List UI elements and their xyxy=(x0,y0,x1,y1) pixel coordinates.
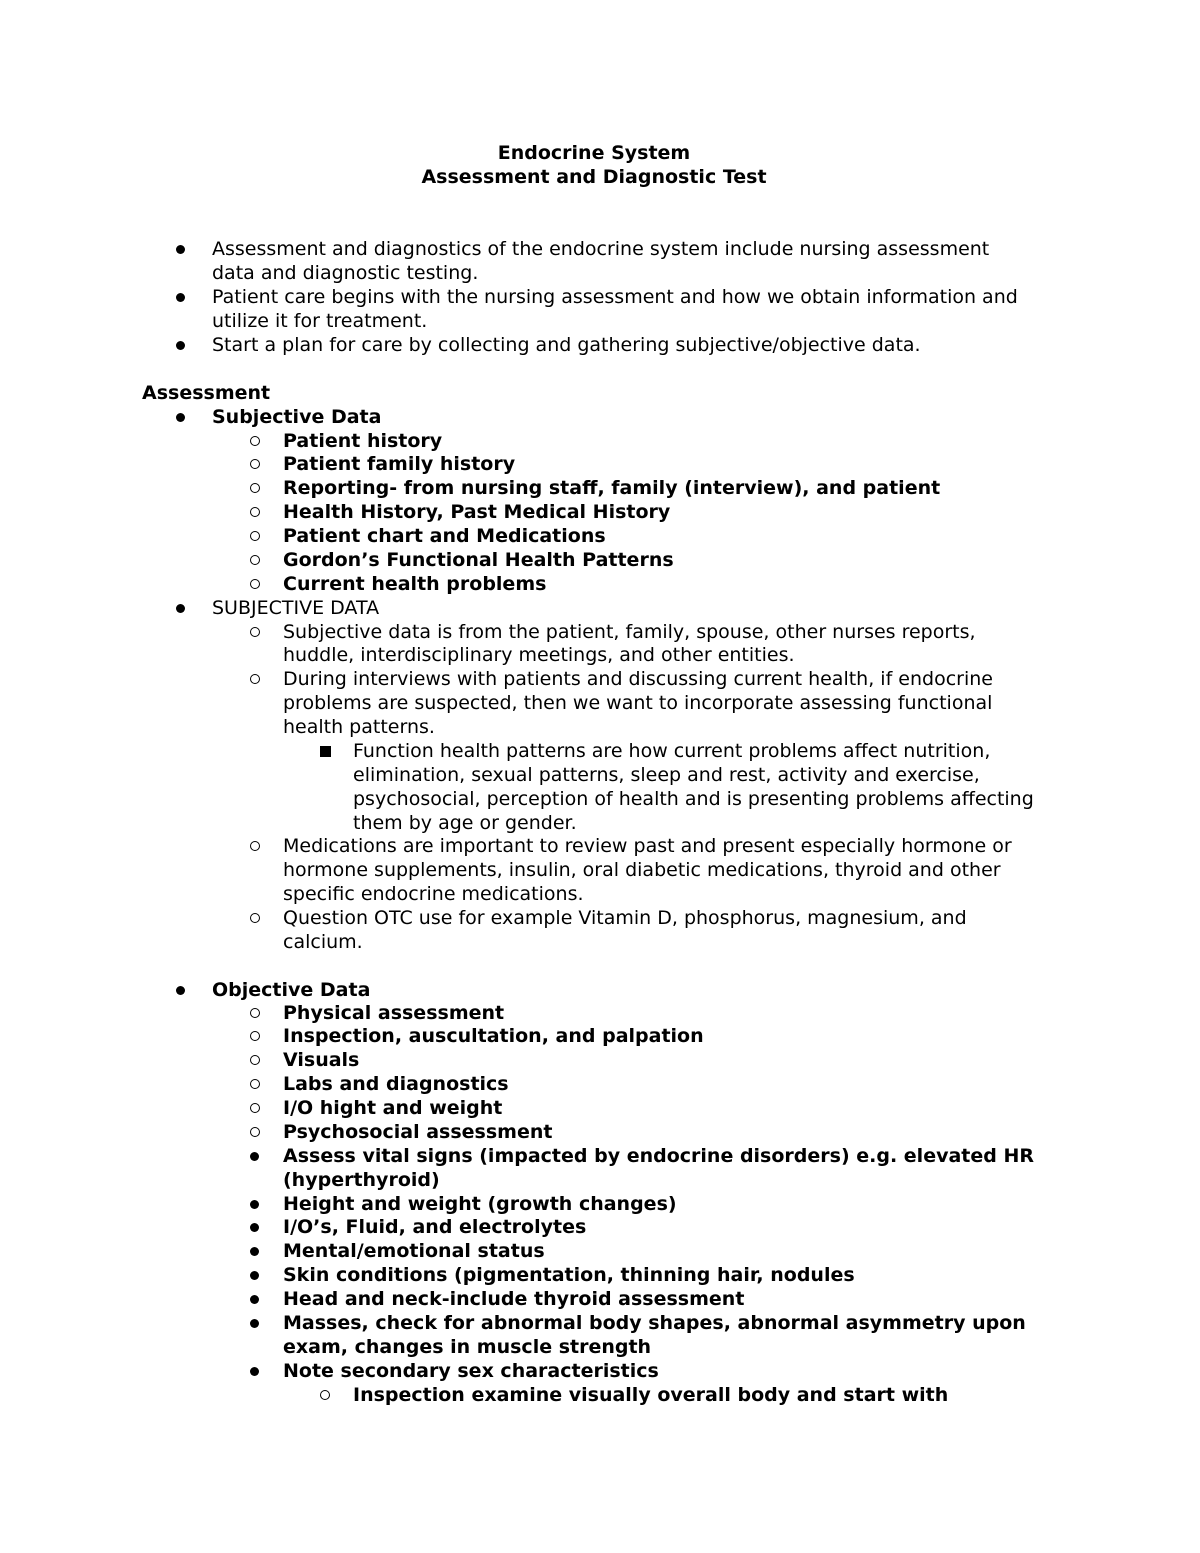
bullet-circle-icon xyxy=(250,429,260,453)
list-item-line: Skin conditions (pigmentation, thinning hair, nodules xyxy=(283,1264,855,1286)
bullet-circle-icon xyxy=(250,620,260,644)
intro-line: Assessment and diagnostics of the endocrine system include nursing assessment xyxy=(212,238,990,260)
intro-line: Start a plan for care by collecting and gathering subjective/objective data. xyxy=(212,334,921,356)
bullet-circle-icon xyxy=(250,452,260,476)
list-item-line: specific endocrine medications. xyxy=(283,883,584,905)
bullet-dot-icon xyxy=(250,1192,259,1216)
list-item: Patient chart and Medications xyxy=(283,525,606,547)
list-item-line: Note secondary sex characteristics xyxy=(283,1360,659,1382)
list-item-line: them by age or gender. xyxy=(353,812,577,834)
list-item-line: huddle, interdisciplinary meetings, and other entities. xyxy=(283,644,795,666)
list-item-line: Head and neck-include thyroid assessment xyxy=(283,1288,745,1310)
list-item-line: Subjective data is from the patient, family, spouse, other nurses reports, xyxy=(283,621,976,643)
bullet-circle-icon xyxy=(250,1024,260,1048)
bullet-circle-icon xyxy=(250,1001,260,1025)
bullet-circle-icon xyxy=(250,667,260,691)
bullet-dot-icon xyxy=(250,1239,259,1263)
bullet-circle-icon xyxy=(250,500,260,524)
bullet-dot-icon xyxy=(176,596,185,620)
bullet-circle-icon xyxy=(250,834,260,858)
bullet-dot-icon xyxy=(250,1359,259,1383)
doc-title: Endocrine System xyxy=(497,142,691,164)
list-item: Patient family history xyxy=(283,453,516,475)
list-item-line: Masses, check for abnormal body shapes, abnormal asymmetry upon xyxy=(283,1312,1026,1334)
list-item-line: hormone supplements, insulin, oral diabetic medications, thyroid and other xyxy=(283,859,1001,881)
list-item-line: Function health patterns are how current problems affect nutrition, xyxy=(353,740,991,762)
bullet-dot-icon xyxy=(250,1287,259,1311)
title-block xyxy=(0,141,1188,189)
bullet-circle-icon xyxy=(250,1096,260,1120)
intro-line: data and diagnostic testing. xyxy=(212,262,479,284)
section-heading: Assessment xyxy=(142,382,271,404)
bullet-dot-icon xyxy=(176,978,185,1002)
bullet-dot-icon xyxy=(250,1311,259,1335)
list-item-line: Assess vital signs (impacted by endocrine disorders) e.g. elevated HR xyxy=(283,1145,1035,1167)
bullet-dot-icon xyxy=(250,1263,259,1287)
list-item-line: elimination, sexual patterns, sleep and rest, activity and exercise, xyxy=(353,764,980,786)
bullet-square-icon xyxy=(320,739,331,763)
list-item: Physical assessment xyxy=(283,1002,505,1024)
list-item: Visuals xyxy=(283,1049,360,1071)
list-item-line: calcium. xyxy=(283,931,363,953)
list-item-line: Height and weight (growth changes) xyxy=(283,1193,677,1215)
list-item: Patient history xyxy=(283,430,443,452)
list-item: Gordon’s Functional Health Patterns xyxy=(283,549,674,571)
bullet-dot-icon xyxy=(250,1144,259,1168)
list-item-line: During interviews with patients and discussing current health, if endocrine xyxy=(283,668,993,690)
subjective-label: Subjective Data xyxy=(212,406,382,428)
list-item: Inspection examine visually overall body and start with xyxy=(353,1384,949,1406)
list-item-line: I/O’s, Fluid, and electrolytes xyxy=(283,1216,587,1238)
list-item-line: Medications are important to review past and present especially hormone or xyxy=(283,835,1012,857)
intro-line: utilize it for treatment. xyxy=(212,310,428,332)
objective-label: Objective Data xyxy=(212,979,371,1001)
bullet-dot-icon xyxy=(250,1215,259,1239)
doc-subtitle: Assessment and Diagnostic Test xyxy=(421,166,767,188)
list-item: Inspection, auscultation, and palpation xyxy=(283,1025,704,1047)
list-item: Psychosocial assessment xyxy=(283,1121,553,1143)
bullet-dot-icon xyxy=(176,405,185,429)
bullet-circle-icon xyxy=(250,572,260,596)
bullet-circle-icon xyxy=(250,548,260,572)
bullet-dot-icon xyxy=(176,237,185,261)
list-item-line: health patterns. xyxy=(283,716,435,738)
bullet-circle-icon xyxy=(250,1120,260,1144)
list-item: Reporting- from nursing staff, family (interview), and patient xyxy=(283,477,941,499)
bullet-circle-icon xyxy=(250,1048,260,1072)
list-item-line: Question OTC use for example Vitamin D, phosphorus, magnesium, and xyxy=(283,907,967,929)
bullet-circle-icon xyxy=(250,1072,260,1096)
list-item-line: problems are suspected, then we want to incorporate assessing functional xyxy=(283,692,993,714)
bullet-circle-icon xyxy=(250,476,260,500)
bullet-circle-icon xyxy=(250,906,260,930)
bullet-dot-icon xyxy=(176,285,185,309)
list-item-line: Mental/emotional status xyxy=(283,1240,545,1262)
list-item-line: (hyperthyroid) xyxy=(283,1169,440,1191)
bullet-circle-icon xyxy=(250,524,260,548)
list-item-line: psychosocial, perception of health and is presenting problems affecting xyxy=(353,788,1034,810)
bullet-circle-icon xyxy=(320,1383,330,1407)
bullet-dot-icon xyxy=(176,333,185,357)
list-item: Labs and diagnostics xyxy=(283,1073,509,1095)
intro-line: Patient care begins with the nursing assessment and how we obtain information and xyxy=(212,286,1018,308)
list-item: Health History, Past Medical History xyxy=(283,501,671,523)
list-item: Current health problems xyxy=(283,573,547,595)
list-item-line: exam, changes in muscle strength xyxy=(283,1336,652,1358)
subjective-caps-label: SUBJECTIVE DATA xyxy=(212,597,380,619)
list-item: I/O hight and weight xyxy=(283,1097,503,1119)
